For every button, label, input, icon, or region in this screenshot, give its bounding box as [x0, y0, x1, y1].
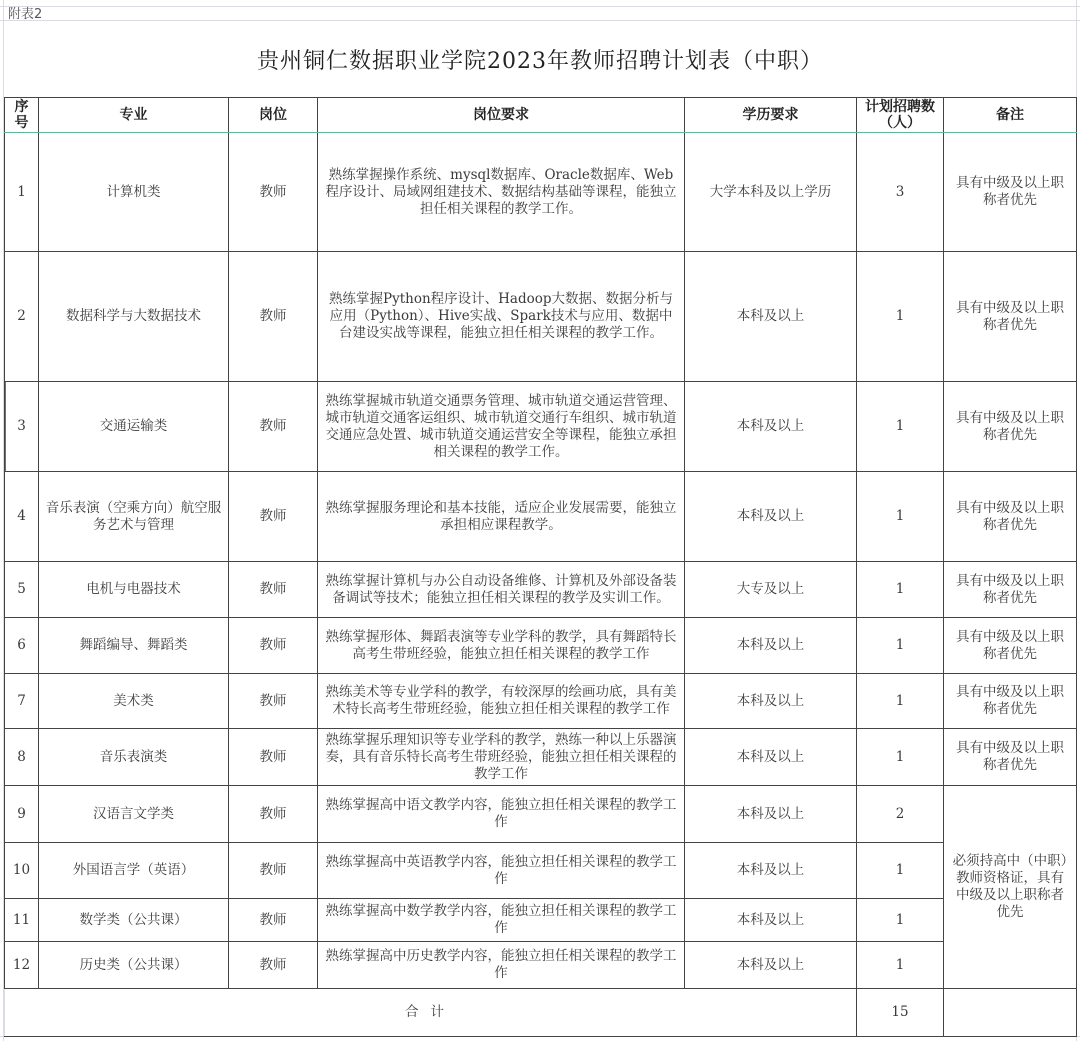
cell-requirements[interactable]: 熟练掌握高中英语教学内容，能独立担任相关课程的教学工作 — [318, 843, 685, 899]
cell-seq[interactable]: 8 — [5, 729, 39, 786]
cell-major[interactable]: 交通运输类 — [39, 382, 229, 472]
cell-seq[interactable]: 11 — [5, 899, 39, 942]
cell-requirements[interactable]: 熟练掌握计算机与办公自动设备维修、计算机及外部设备装备调试等技术；能独立担任相关课程的教学及实训工作。 — [318, 562, 685, 618]
cell-count[interactable]: 1 — [857, 562, 944, 618]
cell-education[interactable]: 本科及以上 — [685, 252, 857, 382]
cell-seq[interactable]: 1 — [5, 133, 39, 252]
cell-requirements[interactable]: 熟练掌握城市轨道交通票务管理、城市轨道交通运营管理、城市轨道交通客运组织、城市轨道交通行车组织、城市轨道交通应急处置、城市轨道交通运营安全等课程，能独立承担相关课程的教学工作。 — [318, 382, 685, 472]
cell-major[interactable]: 计算机类 — [39, 133, 229, 252]
table-row — [5, 618, 1077, 674]
cell-position[interactable]: 教师 — [229, 942, 318, 989]
total-label-cell[interactable] — [5, 989, 857, 1037]
cell-major[interactable]: 数学类（公共课） — [39, 899, 229, 942]
table-row — [5, 133, 1077, 252]
cell-seq[interactable]: 12 — [5, 942, 39, 989]
table-row — [5, 674, 1077, 729]
cell-major[interactable]: 外国语言学（英语） — [39, 843, 229, 899]
header-row — [5, 98, 1077, 133]
cell-remarks[interactable]: 具有中级及以上职称者优先 — [944, 562, 1077, 618]
cell-major[interactable]: 历史类（公共课） — [39, 942, 229, 989]
cell-position[interactable]: 教师 — [229, 618, 318, 674]
cell-remarks[interactable]: 具有中级及以上职称者优先 — [944, 674, 1077, 729]
total-remarks-empty[interactable] — [944, 989, 1077, 1037]
sheet-gridline — [0, 6, 1080, 7]
cell-count[interactable]: 1 — [857, 382, 944, 472]
cell-count[interactable]: 3 — [857, 133, 944, 252]
recruitment-plan-table — [4, 97, 1077, 1037]
cell-major[interactable]: 数据科学与大数据技术 — [39, 252, 229, 382]
cell-major[interactable]: 电机与电器技术 — [39, 562, 229, 618]
cell-requirements[interactable]: 熟练掌握形体、舞蹈表演等专业学科的教学，具有舞蹈特长高考生带班经验，能独立担任相关课程的教学工作 — [318, 618, 685, 674]
cell-remarks[interactable]: 具有中级及以上职称者优先 — [944, 472, 1077, 562]
cell-major[interactable]: 舞蹈编导、舞蹈类 — [39, 618, 229, 674]
cell-seq[interactable]: 6 — [5, 618, 39, 674]
table-row — [5, 942, 1077, 989]
cell-position[interactable]: 教师 — [229, 133, 318, 252]
cell-position[interactable]: 教师 — [229, 382, 318, 472]
cell-major[interactable]: 音乐表演类 — [39, 729, 229, 786]
table-row — [5, 729, 1077, 786]
cell-requirements[interactable]: 熟练掌握Python程序设计、Hadoop大数据、数据分析与应用（Python）、Hive实战、Spark技术与应用、数据中台建设实战等课程，能独立担任相关课程的教学工作。 — [318, 252, 685, 382]
cell-seq[interactable]: 3 — [5, 382, 39, 472]
total-row — [5, 989, 1077, 1037]
appendix-label[interactable]: 附表2 — [8, 7, 43, 22]
cell-count[interactable]: 1 — [857, 252, 944, 382]
table-row — [5, 786, 1077, 843]
cell-position[interactable]: 教师 — [229, 843, 318, 899]
cell-education[interactable]: 本科及以上 — [685, 382, 857, 472]
cell-education[interactable]: 本科及以上 — [685, 899, 857, 942]
table-row — [5, 252, 1077, 382]
cell-remarks-merged[interactable]: 必须持高中（中职）教师资格证，具有中级及以上职称者优先 — [944, 786, 1077, 989]
cell-remarks[interactable]: 具有中级及以上职称者优先 — [944, 252, 1077, 382]
cell-remarks[interactable]: 具有中级及以上职称者优先 — [944, 382, 1077, 472]
cell-major[interactable]: 美术类 — [39, 674, 229, 729]
cell-count[interactable]: 1 — [857, 618, 944, 674]
cell-count[interactable]: 1 — [857, 472, 944, 562]
cell-seq[interactable]: 10 — [5, 843, 39, 899]
cell-position[interactable]: 教师 — [229, 674, 318, 729]
cell-education[interactable]: 本科及以上 — [685, 618, 857, 674]
header-major[interactable]: 专业 — [39, 98, 229, 133]
cell-position[interactable]: 教师 — [229, 899, 318, 942]
header-remarks[interactable]: 备注 — [944, 98, 1077, 133]
cell-requirements[interactable]: 熟练掌握高中历史教学内容，能独立担任相关课程的教学工作 — [318, 942, 685, 989]
cell-remarks[interactable]: 具有中级及以上职称者优先 — [944, 133, 1077, 252]
cell-requirements[interactable]: 熟练掌握操作系统、mysql数据库、Oracle数据库、Web程序设计、局域网组建技术、数据结构基础等课程，能独立担任相关课程的教学工作。 — [318, 133, 685, 252]
header-count[interactable]: 计划招聘数（人） — [857, 98, 944, 133]
cell-education[interactable]: 本科及以上 — [685, 786, 857, 843]
table-row — [5, 472, 1077, 562]
table-row — [5, 899, 1077, 942]
cell-count[interactable]: 1 — [857, 899, 944, 942]
cell-count[interactable]: 1 — [857, 729, 944, 786]
cell-education[interactable]: 本科及以上 — [685, 674, 857, 729]
total-count[interactable]: 15 — [857, 989, 944, 1037]
cell-education[interactable]: 大学本科及以上学历 — [685, 133, 857, 252]
cell-requirements[interactable]: 熟练掌握乐理知识等专业学科的教学，熟练一种以上乐器演奏，具有音乐特长高考生带班经验，能独立担任相关课程的教学工作 — [318, 729, 685, 786]
cell-education[interactable]: 本科及以上 — [685, 729, 857, 786]
cell-seq[interactable]: 4 — [5, 472, 39, 562]
cell-position[interactable]: 教师 — [229, 472, 318, 562]
cell-major[interactable]: 音乐表演（空乘方向）航空服务艺术与管理 — [39, 472, 229, 562]
cell-major[interactable]: 汉语言文学类 — [39, 786, 229, 843]
table-row — [5, 843, 1077, 899]
cell-requirements[interactable]: 熟练掌握高中语文教学内容，能独立担任相关课程的教学工作 — [318, 786, 685, 843]
cell-count[interactable]: 2 — [857, 786, 944, 843]
cell-remarks[interactable]: 具有中级及以上职称者优先 — [944, 618, 1077, 674]
cell-education[interactable]: 本科及以上 — [685, 942, 857, 989]
cell-requirements[interactable]: 熟练掌握服务理论和基本技能，适应企业发展需要，能独立承担相应课程教学。 — [318, 472, 685, 562]
cell-count[interactable]: 1 — [857, 843, 944, 899]
cell-requirements[interactable]: 熟练美术等专业学科的教学，有较深厚的绘画功底，具有美术特长高考生带班经验，能独立担任相关课程的教学工作 — [318, 674, 685, 729]
sheet-gridline — [0, 20, 1080, 21]
cell-position[interactable]: 教师 — [229, 786, 318, 843]
cell-education[interactable]: 大专及以上 — [685, 562, 857, 618]
total-label: 合计 — [405, 1004, 456, 1020]
table-row — [5, 562, 1077, 618]
cell-position[interactable]: 教师 — [229, 562, 318, 618]
header-seq[interactable]: 序号 — [5, 98, 39, 133]
cell-position[interactable]: 教师 — [229, 252, 318, 382]
header-position[interactable]: 岗位 — [229, 98, 318, 133]
cell-seq[interactable]: 9 — [5, 786, 39, 843]
page-title[interactable]: 贵州铜仁数据职业学院2023年教师招聘计划表（中职） — [257, 49, 823, 74]
cell-remarks[interactable]: 具有中级及以上职称者优先 — [944, 729, 1077, 786]
cell-education[interactable]: 本科及以上 — [685, 843, 857, 899]
cell-count[interactable]: 1 — [857, 942, 944, 989]
cell-seq[interactable]: 5 — [5, 562, 39, 618]
cell-requirements[interactable]: 熟练掌握高中数学教学内容，能独立担任相关课程的教学工作 — [318, 899, 685, 942]
cell-seq[interactable]: 2 — [5, 252, 39, 382]
cell-education[interactable]: 本科及以上 — [685, 472, 857, 562]
cell-count[interactable]: 1 — [857, 674, 944, 729]
table-row — [5, 382, 1077, 472]
cell-seq[interactable]: 7 — [5, 674, 39, 729]
header-requirements[interactable]: 岗位要求 — [318, 98, 685, 133]
cell-position[interactable]: 教师 — [229, 729, 318, 786]
header-education[interactable]: 学历要求 — [685, 98, 857, 133]
